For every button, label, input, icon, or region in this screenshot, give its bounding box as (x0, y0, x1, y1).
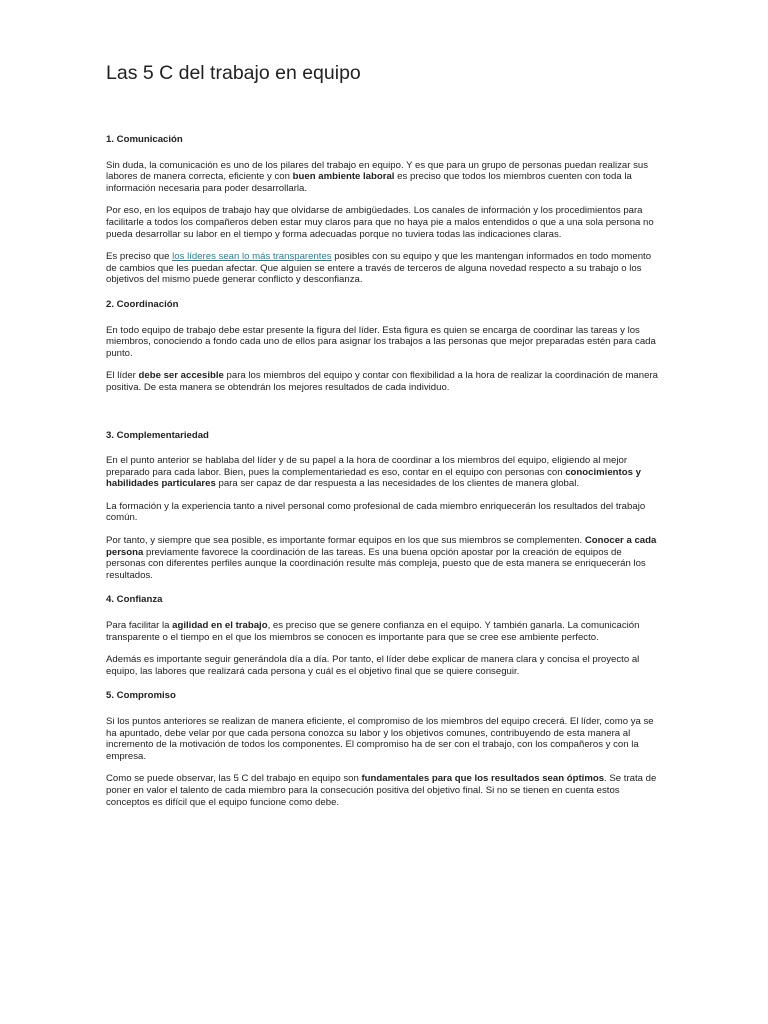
document-title: Las 5 C del trabajo en equipo (106, 62, 361, 84)
text-run: Como se puede observar, las 5 C del trabajo en equipo son (106, 773, 362, 785)
bold-text: fundamentales para que los resultados sean óptimos (361, 773, 605, 785)
text-run: El líder (106, 370, 139, 382)
section-heading-compromiso: 5. Compromiso (106, 690, 176, 702)
paragraph: Por eso, en los equipos de trabajo hay que olvidarse de ambigüedades. Los canales de información y los procedimientos para facilitarle a todos los compañeros deben estar muy claros para que no haya pie a malos entendidos o que a una sola persona no pueda desarrollar su labor en el tiempo y forma adecuadas porque no tuviera todas las indicaciones claras. (106, 205, 654, 240)
bold-text: buen ambiente laboral (292, 171, 395, 183)
section-heading-coordinacion: 2. Coordinación (106, 298, 179, 310)
paragraph (106, 620, 662, 643)
paragraph: En todo equipo de trabajo debe estar presente la figura del líder. Esta figura es quien se encarga de coordinar las tareas y los miembros, conociendo a fondo cada uno de ellos para asignar los trabajos a las personas que mejor preparadas estén para cada punto. (106, 324, 656, 359)
text-run: , es preciso que se genere confianza en el equipo. Y también ganarla. La comunicación transparente o el tiempo en el que los miembros se conocen es importante para que se cree ese ambiente perfecto. (106, 620, 640, 643)
paragraph: La formación y la experiencia tanto a nivel personal como profesional de cada miembro enriquecerán los resultados del trabajo común. (106, 500, 646, 524)
text-run: para ser capaz de dar respuesta a las necesidades de los clientes de manera global. (215, 478, 580, 490)
text-run: posibles con su equipo y que les mantengan informados en todo momento de cambios que les puedan afectar. Que alguien se entere a través de terceros de alguna novedad respecto a su trabajo o los objetivos del mismo puede generar conflicto y desconfianza. (106, 251, 652, 286)
text-run: En el punto anterior se hablaba del líder y de su papel a la hora de coordinar a los miembros del equipo, eligiendo al mejor preparado para cada labor. Bien, pues la complementariedad es eso, contar en el equipo con personas con (106, 455, 628, 478)
text-run: Por tanto, y siempre que sea posible, es importante formar equipos en los que sus miembros se complementen. (106, 535, 585, 547)
text-run: . Se trata de poner en valor el talento de cada miembro para la consecución positiva del objetivo final. Si no se tienen en cuenta estos conceptos es difícil que el equipo funcione como debe. (106, 773, 657, 808)
bold-text: agilidad en el trabajo (172, 620, 268, 632)
paragraph (106, 535, 662, 581)
section-heading-comunicacion: 1. Comunicación (106, 134, 183, 145)
link-lideres-transparentes[interactable]: los líderes sean lo más transparentes (172, 251, 332, 263)
text-run: Sin duda, la comunicación es uno de los pilares del trabajo en equipo. Y es que para un grupo de personas puedan realizar sus labores de manera correcta, eficiente y con (106, 159, 649, 183)
text-run: Es preciso que (106, 251, 173, 263)
paragraph (106, 455, 662, 490)
text-run: es preciso que todos los miembros cuenten con toda la información necesaria para poder desarrollarla. (106, 171, 632, 194)
text-run: para los miembros del equipo y contar con flexibilidad a la hora de realizar la coordinación de manera positiva. De esta manera se obtendrán los mejores resultados de cada individuo. (106, 370, 658, 393)
text-run: Para facilitar la (106, 620, 173, 632)
paragraph (106, 773, 662, 808)
text-run: previamente favorece la coordinación de las tareas. Es una buena opción apostar por la creación de equipos de personas con diferentes perfiles aunque la coordinación resulte más compleja, puesto que de esta manera se enriquecerán los resultados. (106, 546, 646, 581)
section-heading-confianza: 4. Confianza (106, 594, 163, 606)
paragraph (106, 370, 662, 393)
paragraph: Si los puntos anteriores se realizan de manera eficiente, el compromiso de los miembros del equipo crecerá. El líder, como ya se ha apuntado, debe velar por que cada persona conozca su labor y los objetivos comunes, contribuyendo de esta manera al incremento de la motivación de todos los componentes. El compromiso ha de ser con el trabajo, con los compañeros y con la empresa. (106, 716, 654, 762)
document-body (106, 134, 662, 808)
section-heading-complementariedad: 3. Complementariedad (106, 429, 209, 441)
paragraph: Además es importante seguir generándola día a día. Por tanto, el líder debe explicar de manera clara y concisa el proyecto al equipo, las labores que realizará cada persona y cuál es el objetivo final que se quiere conseguir. (106, 654, 640, 677)
bold-text: debe ser accesible (138, 370, 224, 382)
bold-text: Conocer a cada persona (106, 535, 657, 558)
paragraph (106, 160, 662, 195)
paragraph (106, 251, 662, 286)
bold-text: conocimientos y habilidades particulares (106, 466, 641, 490)
